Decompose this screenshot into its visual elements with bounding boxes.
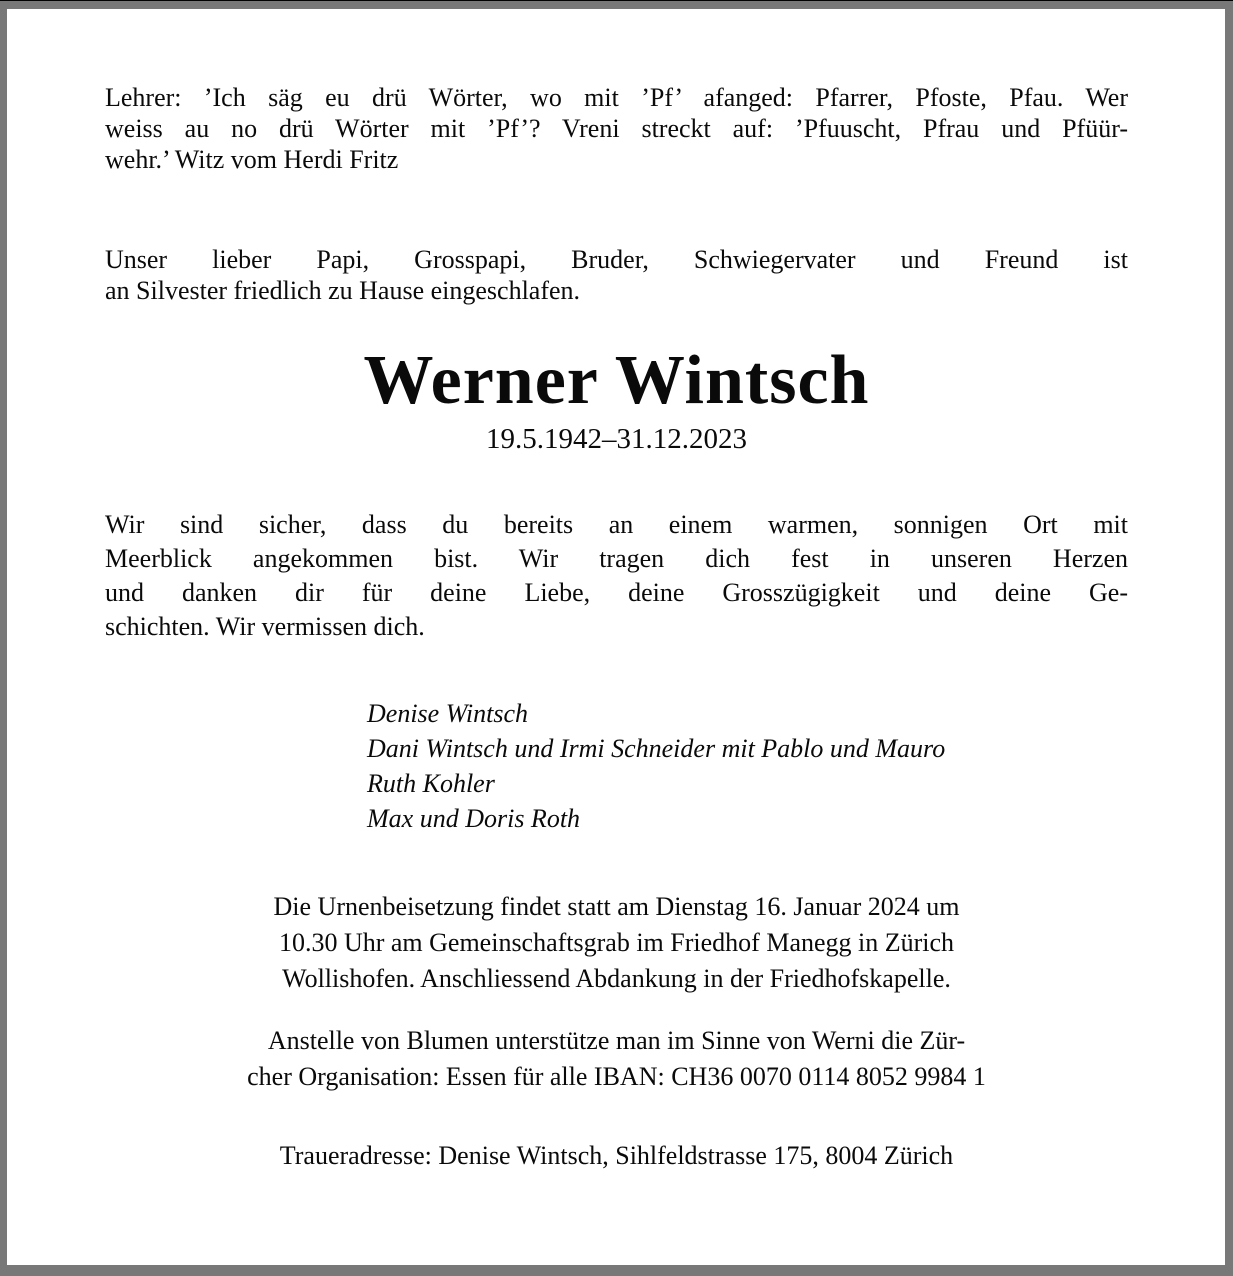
window-frame <box>0 1 1233 1276</box>
text-line: wehr.’ Witz vom Herdi Fritz <box>105 145 399 174</box>
life-dates: 19.5.1942–31.12.2023 <box>486 423 747 455</box>
mourners-list <box>367 696 1128 836</box>
text-line: 10.30 Uhr am Gemeinschaftsgrab im Friedhof Manegg in Zürich <box>278 928 955 957</box>
text-line: an Silvester friedlich zu Hause eingeschlafen. <box>105 276 581 305</box>
deceased-name: Werner Wintsch <box>363 342 870 419</box>
death-announcement-paragraph <box>105 244 1128 306</box>
text-line: Lehrer: ’Ich säg eu drü Wörter, wo mit ’Pf’ afanged: Pfarrer, Pfoste, Pfau. Wer <box>105 83 1128 112</box>
text-line: Wollishofen. Anschliessend Abdankung in der Friedhofskapelle. <box>282 964 951 993</box>
teacher-joke-paragraph <box>105 82 1128 175</box>
text-line: schichten. Wir vermissen dich. <box>105 612 425 641</box>
text-line: Wir sind sicher, dass du bereits an einem warmen, sonnigen Ort mit <box>105 510 1128 539</box>
tribute-paragraph <box>105 508 1128 644</box>
funeral-details-paragraph <box>105 889 1128 997</box>
mourning-address: Traueradresse: Denise Wintsch, Sihlfeldstrasse 175, 8004 Zürich <box>279 1141 954 1170</box>
text-line: Die Urnenbeisetzung findet statt am Dienstag 16. Januar 2024 um <box>273 892 960 921</box>
text-line: Unser lieber Papi, Grosspapi, Bruder, Schwiegervater und Freund ist <box>105 245 1128 274</box>
donation-info-paragraph <box>105 1023 1128 1095</box>
text-line: cher Organisation: Essen für alle IBAN: CH36 0070 0114 8052 9984 1 <box>247 1062 986 1091</box>
text-line: Meerblick angekommen bist. Wir tragen dich fest in unseren Herzen <box>105 544 1128 573</box>
text-line: Max und Doris Roth <box>367 804 581 833</box>
text-line: Anstelle von Blumen unterstütze man im Sinne von Werni die Zür- <box>267 1026 966 1055</box>
text-line: Denise Wintsch <box>367 699 529 728</box>
text-line: Dani Wintsch und Irmi Schneider mit Pablo und Mauro <box>367 734 946 763</box>
text-line: weiss au no drü Wörter mit ’Pf’? Vreni streckt auf: ’Pfuuscht, Pfrau und Pfüür- <box>105 114 1128 143</box>
obituary-page <box>7 9 1225 1265</box>
text-line: und danken dir für deine Liebe, deine Grosszügigkeit und deine Ge- <box>105 578 1128 607</box>
text-line: Ruth Kohler <box>367 769 495 798</box>
